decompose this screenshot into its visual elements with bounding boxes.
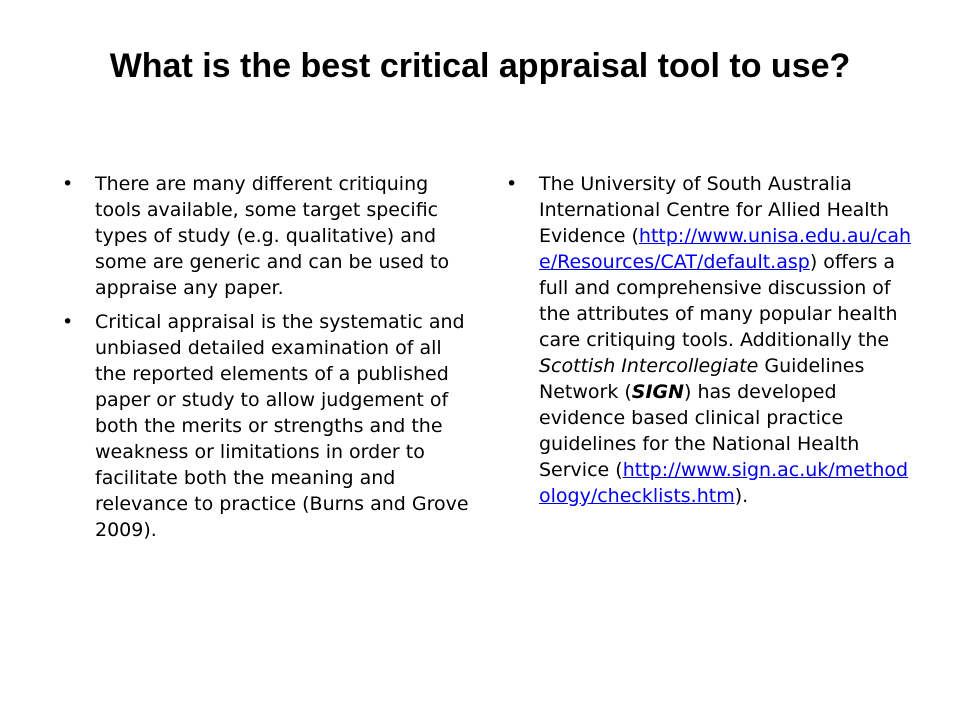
text-segment: Guidelines Network ( bbox=[539, 355, 865, 403]
bullet-item-critiquing-tools bbox=[62, 171, 470, 301]
text-segment: ) offers a full and comprehensive discussion of the attributes of many popular health care critiquing tools. Additionally the bbox=[539, 251, 898, 351]
text-segment: ) has developed evidence based clinical practice guidelines for the National Health Service ( bbox=[539, 381, 860, 481]
bullet-icon: • bbox=[62, 173, 74, 195]
bullet-icon: • bbox=[62, 311, 74, 333]
text-segment: The University of South Australia International Centre for Allied Health Evidence ( bbox=[539, 173, 890, 247]
right-column bbox=[506, 171, 914, 517]
right-bullet-list bbox=[506, 171, 914, 509]
bullet-icon: • bbox=[506, 173, 518, 195]
left-bullet-list bbox=[62, 171, 470, 543]
bullet-text: There are many different critiquing tools available, some target specific types of study (e.g. qualitative) and some are generic and can be used to appraise any paper. bbox=[95, 173, 450, 299]
sign-acronym: SIGN bbox=[631, 381, 685, 403]
slide-title: What is the best critical appraisal tool to use? bbox=[109, 47, 851, 85]
unisa-cat-link[interactable]: http://www.unisa.edu.au/cahe/Resources/CAT/default.asp bbox=[539, 225, 912, 273]
bullet-item-unisa-resources bbox=[506, 171, 914, 509]
sign-checklists-link[interactable]: http://www.sign.ac.uk/methodology/checklists.htm bbox=[539, 459, 909, 507]
left-column bbox=[62, 171, 470, 551]
text-segment: ). bbox=[734, 485, 749, 507]
italic-text: Scottish Intercollegiate bbox=[539, 355, 759, 377]
bullet-item-critical-appraisal-definition bbox=[62, 309, 470, 543]
bullet-text: Critical appraisal is the systematic and unbiased detailed examination of all the reported elements of a published paper or study to allow judgement of both the merits or strengths and the weakness or limitations in order to facilitate both the meaning and relevance to practice (Burns and Grove 2009). bbox=[95, 311, 469, 541]
